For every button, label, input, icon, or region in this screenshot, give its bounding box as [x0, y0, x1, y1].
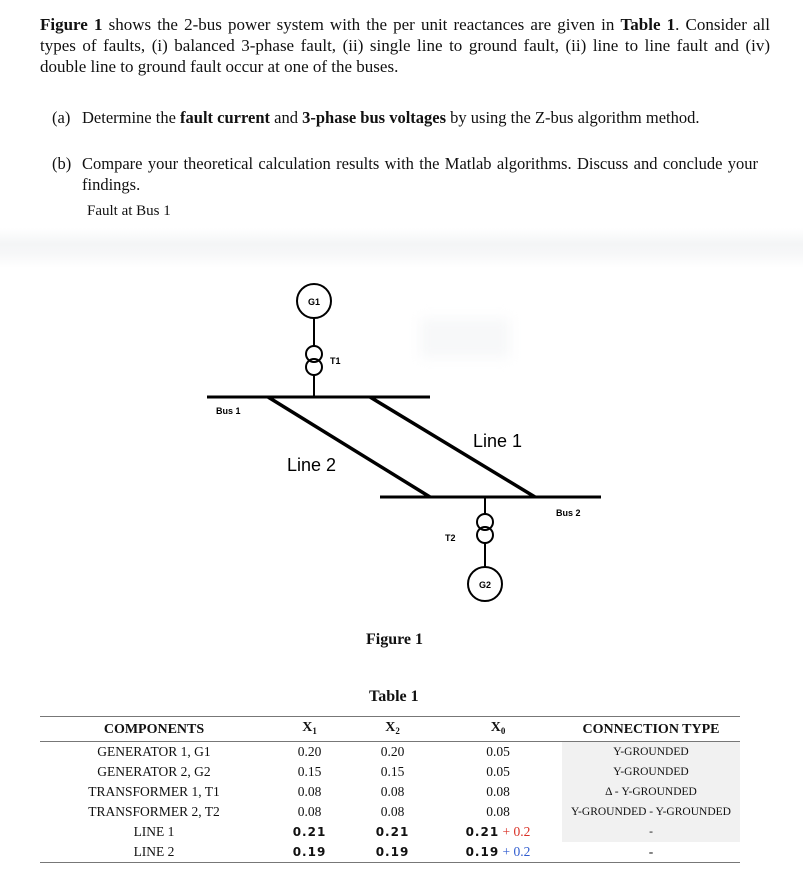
line-1-label: Line 1 — [473, 431, 523, 451]
question-a: (a) Determine the fault current and 3-phase bus voltages by using the Z-bus algorithm method. — [52, 108, 700, 127]
line-2-label: Line 2 — [287, 455, 337, 475]
table-row: GENERATOR 2, G2 0.15 0.15 0.05 Y-GROUNDED — [40, 762, 740, 782]
table-header-row — [40, 717, 740, 742]
bus-1-label: Bus 1 — [216, 406, 241, 416]
handwritten-addition: + 0.2 — [502, 824, 531, 839]
table-row: LINE 2 0.19 0.19 0.19 + 0.2 - — [40, 842, 740, 863]
reactance-table — [40, 716, 740, 863]
line-2 — [268, 397, 430, 497]
col-x2: $X_2$ — [351, 717, 434, 742]
table-reference: Table 1 — [620, 15, 676, 34]
bus-2-label: Bus 2 — [556, 508, 581, 518]
table-row: GENERATOR 1, G1 0.20 0.20 0.05 Y-GROUNDED — [40, 742, 740, 763]
svg-text:G1: G1 — [307, 297, 321, 307]
generator-g2 — [468, 567, 502, 601]
svg-text:G2: G2 — [478, 580, 492, 590]
problem-statement: Figure 1 shows the 2-bus power system with the per unit reactances are given in Table 1. Consider all types of faults, (i) balanced 3-phase fault, (ii) single line to ground fault, (ii) line to line fault and (iv) double line to ground fault occur at one of the buses. — [40, 15, 770, 76]
transformer-t1 — [306, 346, 341, 375]
table-caption: Table 1 — [369, 688, 419, 705]
table-row: LINE 1 0.21 0.21 0.21 + 0.2 - — [40, 822, 740, 842]
svg-text:T1: T1 — [330, 356, 341, 366]
generator-g1 — [297, 284, 331, 318]
figure-caption: Figure 1 — [366, 631, 424, 648]
col-x1: $X_1$ — [268, 717, 351, 742]
question-b: (b) Compare your theoretical calculation results with the Matlab algorithms. Discuss and conclude your findings. — [52, 154, 758, 194]
transformer-t2 — [445, 514, 493, 543]
table-row: TRANSFORMER 1, T1 0.08 0.08 0.08 Δ - Y-GROUNDED — [40, 782, 740, 802]
handwritten-addition: + 0.2 — [502, 844, 531, 859]
col-connection-type: CONNECTION TYPE — [562, 717, 740, 742]
table-row: TRANSFORMER 2, T2 0.08 0.08 0.08 Y-GROUNDED - Y-GROUNDED — [40, 802, 740, 822]
col-x0: $X_0$ — [434, 717, 562, 742]
fault-location-label: Fault at Bus 1 — [87, 203, 171, 219]
figure-reference: Figure 1 — [40, 15, 103, 34]
svg-text:T2: T2 — [445, 533, 456, 543]
col-components: COMPONENTS — [40, 717, 268, 742]
